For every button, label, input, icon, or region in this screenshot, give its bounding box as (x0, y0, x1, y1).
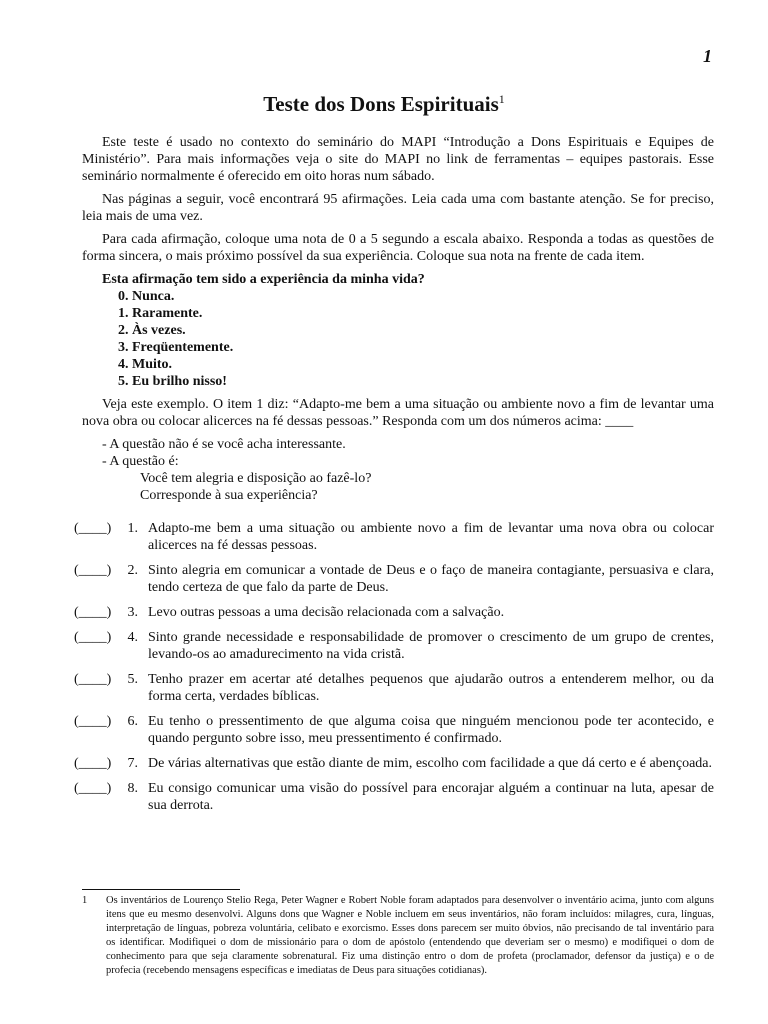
question-number: 3. (127, 605, 138, 620)
title-footnote-ref[interactable]: 1 (498, 92, 505, 106)
question-text: De várias alternativas que estão diante de mim, escolho com facilidade a que dá certo e é abençoada. (148, 756, 713, 771)
note-line: - A questão não é se você acha interessante. (102, 437, 346, 452)
scale-option: 3. Freqüentemente. (118, 340, 234, 355)
example-paragraph: Veja este exemplo. O item 1 diz: “Adapto-me bem a uma situação ou ambiente novo a fim de levantar uma nova obra ou colocar alicerces na fé dessas pessoas.” Responda com um dos números acima: ____ (82, 397, 714, 429)
scale-option: 2. Às vezes. (118, 323, 186, 338)
scale-options (118, 288, 714, 390)
question-item (74, 604, 714, 621)
answer-blank[interactable]: (____) (74, 672, 112, 687)
question-item (74, 671, 714, 705)
page-title (0, 92, 768, 117)
answer-blank[interactable]: (____) (74, 714, 112, 729)
answer-blank[interactable]: (____) (74, 630, 112, 645)
notes-block (102, 436, 714, 504)
question-text: Sinto alegria em comunicar a vontade de Deus e o faço de maneira contagiante, persuasiva e clara, tendo certeza de que falo da parte de Deus. (148, 563, 714, 595)
document-body (74, 134, 714, 822)
note-sub-line: Você tem alegria e disposição ao fazê-lo? (140, 471, 372, 486)
footnote-divider (82, 889, 240, 890)
intro-paragraph: Nas páginas a seguir, você encontrará 95 afirmações. Leia cada uma com bastante atenção. Se for preciso, leia mais de uma vez. (82, 192, 714, 224)
question-item (74, 780, 714, 814)
question-text: Adapto-me bem a uma situação ou ambiente novo a fim de levantar uma nova obra ou colocar alicerces na fé dessas pessoas. (148, 521, 714, 553)
question-number: 6. (127, 714, 138, 729)
answer-blank[interactable]: (____) (74, 521, 112, 536)
question-text: Levo outras pessoas a uma decisão relacionada com a salvação. (148, 605, 505, 620)
footnote (82, 894, 714, 978)
scale-option: 5. Eu brilho nisso! (118, 374, 227, 389)
question-item (74, 520, 714, 554)
question-text: Sinto grande necessidade e responsabilidade de promover o crescimento de um grupo de crentes, levando-os ao amadurecimento na vida cristã. (148, 630, 714, 662)
scale-option: 1. Raramente. (118, 306, 203, 321)
question-item (74, 713, 714, 747)
note-sub-line: Corresponde à sua experiência? (140, 488, 318, 503)
note-line: - A questão é: (102, 454, 179, 469)
question-item (74, 755, 714, 772)
question-number: 8. (127, 781, 138, 796)
answer-blank[interactable]: (____) (74, 781, 112, 796)
intro-paragraph: Para cada afirmação, coloque uma nota de 0 a 5 segundo a escala abaixo. Responda a todas as questões de forma sincera, o mais próximo possível da sua experiência. Coloque sua nota na frente de cada item. (82, 232, 714, 264)
question-number: 2. (127, 563, 138, 578)
scale-option: 4. Muito. (118, 357, 173, 372)
question-number: 4. (127, 630, 138, 645)
scale-question: Esta afirmação tem sido a experiência da minha vida? (102, 272, 425, 287)
title-text: Teste dos Dons Espirituais (263, 92, 499, 116)
question-item (74, 629, 714, 663)
intro-paragraph: Este teste é usado no contexto do seminário do MAPI “Introdução a Dons Espirituais e Equipes de Ministério”. Para mais informações veja o site do MAPI no link de ferramentas – equipes pastorais. Esse seminário normalmente é oferecido em oito horas num sábado. (82, 135, 714, 184)
question-item (74, 562, 714, 596)
question-text: Eu consigo comunicar uma visão do possível para encorajar alguém a continuar na luta, apesar de sua derrota. (148, 781, 714, 813)
question-number: 7. (127, 756, 138, 771)
answer-blank[interactable]: (____) (74, 605, 112, 620)
question-number: 1. (127, 521, 138, 536)
answer-blank[interactable]: (____) (74, 563, 112, 578)
footnote-text: Os inventários de Lourenço Stelio Rega, Peter Wagner e Robert Noble foram adaptados para desenvolver o inventário acima, junto com alguns itens que eu mesmo desenvolvi. Alguns dons que Wagner e Noble incluem em seus inventários, não foram incluídos: milagres, cura, línguas, interpretação de línguas, pobreza voluntária, celibato e exorcismo. Esses dons parecem ser muito óbvios, não precisando de tal inventário para os identificar. Modifiquei o dom de missionário para o dom de apóstolo (entendendo que deveriam ser o mesmo) e modifiquei o dom de conhecimento para que seja claramente sobrenatural. Fiz uma distinção entro o dom de profeta (proclamador, defensor da justiça) e o de profecia (recebendo mensagens específicas e imediatas de Deus para situações cotidianas). (106, 895, 714, 976)
answer-blank[interactable]: (____) (74, 756, 112, 771)
footnote-mark: 1 (82, 895, 88, 906)
page-number: 1 (703, 46, 712, 66)
question-text: Tenho prazer em acertar até detalhes pequenos que ajudarão outros a entenderem melhor, ou da forma certa, verdades bíblicas. (148, 672, 714, 704)
question-text: Eu tenho o pressentimento de que alguma coisa que ninguém mencionou pode ter acontecido, e quando pergunto sobre isso, meu pressentimento é confirmado. (148, 714, 714, 746)
question-number: 5. (127, 672, 138, 687)
question-list (74, 520, 714, 814)
scale-option: 0. Nunca. (118, 289, 175, 304)
